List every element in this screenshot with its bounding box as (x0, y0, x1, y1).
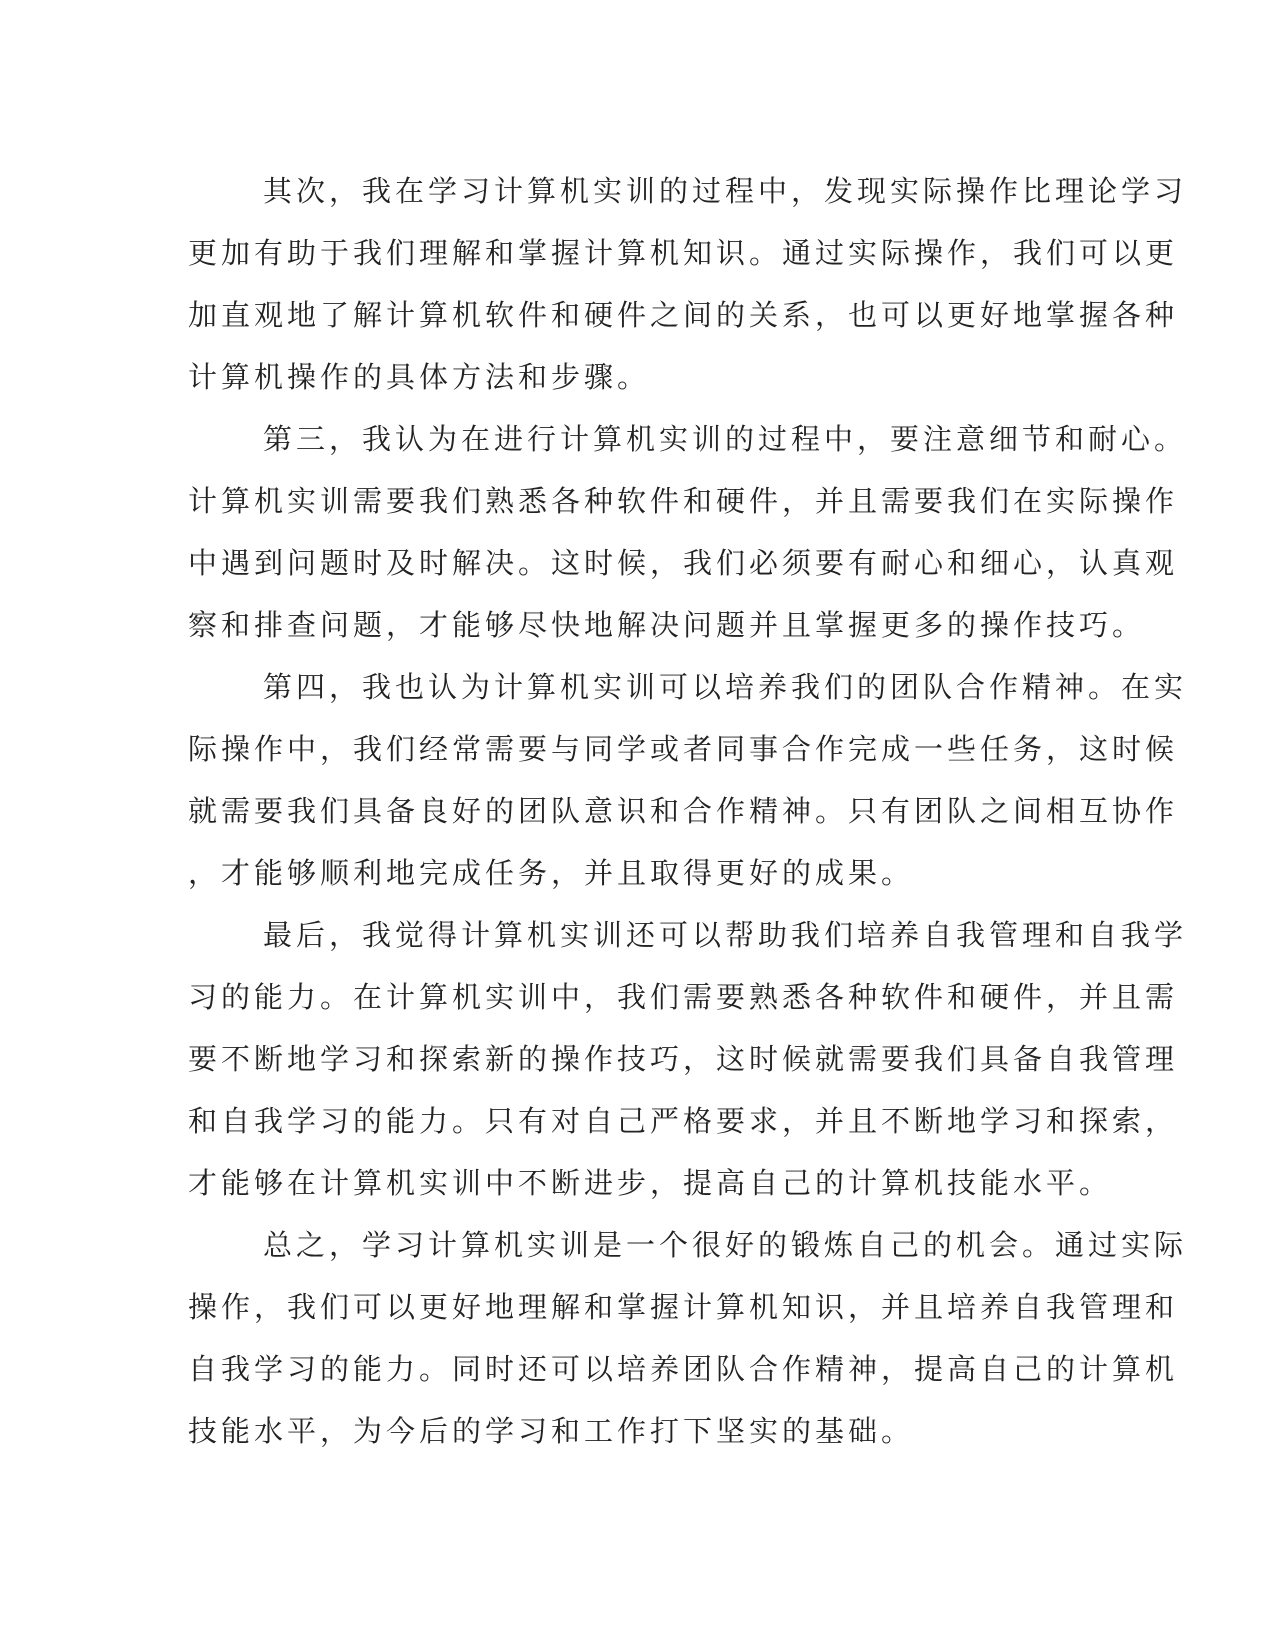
paragraph-line: 总之，学习计算机实训是一个很好的锻炼自己的机会。通过实际 (263, 1228, 1188, 1262)
paragraph-line: 最后，我觉得计算机实训还可以帮助我们培养自我管理和自我学 (263, 918, 1188, 952)
paragraph-line: 更加有助于我们理解和掌握计算机知识。通过实际操作，我们可以更 (188, 236, 1179, 270)
paragraph-1 (188, 160, 1188, 408)
paragraph-line: 要不断地学习和探索新的操作技巧，这时候就需要我们具备自我管理 (188, 1042, 1179, 1076)
paragraph-line: 际操作中，我们经常需要与同学或者同事合作完成一些任务，这时候 (188, 732, 1179, 766)
paragraph-line: 习的能力。在计算机实训中，我们需要熟悉各种软件和硬件，并且需 (188, 980, 1179, 1014)
paragraph-line: 计算机实训需要我们熟悉各种软件和硬件，并且需要我们在实际操作 (188, 484, 1179, 518)
paragraph-line: 察和排查问题，才能够尽快地解决问题并且掌握更多的操作技巧。 (188, 608, 1146, 642)
paragraph-line: 第三，我认为在进行计算机实训的过程中，要注意细节和耐心。 (263, 422, 1188, 456)
paragraph-line: 第四，我也认为计算机实训可以培养我们的团队合作精神。在实 (263, 670, 1188, 704)
paragraph-line: 技能水平，为今后的学习和工作打下坚实的基础。 (188, 1414, 915, 1448)
paragraph-line: 中遇到问题时及时解决。这时候，我们必须要有耐心和细心，认真观 (188, 546, 1179, 580)
paragraph-line: 自我学习的能力。同时还可以培养团队合作精神，提高自己的计算机 (188, 1352, 1179, 1386)
paragraph-line: 操作，我们可以更好地理解和掌握计算机知识，并且培养自我管理和 (188, 1290, 1179, 1324)
paragraph-4 (188, 904, 1188, 1214)
paragraph-line: ，才能够顺利地完成任务，并且取得更好的成果。 (188, 856, 915, 890)
paragraph-3 (188, 656, 1188, 904)
paragraph-5 (188, 1214, 1188, 1462)
paragraph-line: 加直观地了解计算机软件和硬件之间的关系，也可以更好地掌握各种 (188, 298, 1179, 332)
paragraph-line: 和自我学习的能力。只有对自己严格要求，并且不断地学习和探索， (188, 1104, 1179, 1138)
paragraph-2 (188, 408, 1188, 656)
paragraph-line: 就需要我们具备良好的团队意识和合作精神。只有团队之间相互协作 (188, 794, 1179, 828)
document-body (188, 160, 1188, 1462)
paragraph-line: 计算机操作的具体方法和步骤。 (188, 360, 651, 394)
paragraph-line: 其次，我在学习计算机实训的过程中，发现实际操作比理论学习 (263, 174, 1188, 208)
paragraph-line: 才能够在计算机实训中不断进步，提高自己的计算机技能水平。 (188, 1166, 1113, 1200)
